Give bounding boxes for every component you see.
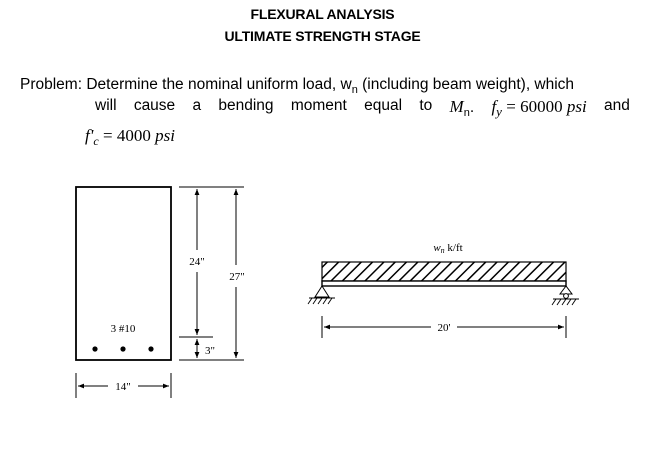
rebar-label: 3 #10 [110, 323, 136, 335]
total-depth-label: 27" [229, 271, 245, 283]
cover-label: 3" [205, 345, 215, 357]
effective-depth-label: 24" [189, 256, 205, 268]
rebar-dot [92, 346, 97, 351]
rebar-dot [120, 346, 125, 351]
fy-unit: psi [566, 97, 587, 116]
page-title: FLEXURAL ANALYSIS [250, 6, 395, 22]
page-subtitle: ULTIMATE STRENGTH STAGE [224, 28, 421, 44]
fy-value: = 60000 [506, 97, 563, 116]
roller-support-right [552, 286, 579, 305]
load-symbol: w [433, 242, 441, 254]
rebar-dot [148, 346, 153, 351]
load-subscript: n [440, 246, 445, 255]
fc-symbol: f' [85, 126, 94, 145]
problem-word: equal [364, 97, 403, 114]
problem-word-and: and [604, 97, 630, 114]
uniform-load-hatch [322, 262, 566, 281]
moment-subscript: n [463, 107, 470, 120]
fc-value: = 4000 [103, 126, 151, 145]
problem-word: cause [133, 97, 176, 114]
moment-M: M [449, 97, 464, 116]
problem-word: moment [290, 97, 347, 114]
pin-support-left [308, 286, 335, 304]
width-label: 14" [115, 381, 131, 393]
fy-symbol: f [491, 97, 497, 116]
problem-word: bending [218, 97, 274, 114]
problem-word: to [419, 97, 433, 114]
problem-text-start: Problem: Determine the nominal uniform load, w [20, 76, 352, 93]
load-unit: k/ft [444, 242, 463, 254]
problem-word: will [95, 97, 117, 114]
problem-text-end: (including beam weight), which [357, 76, 575, 93]
fc-unit: psi [155, 126, 175, 145]
fc-subscript: c [93, 134, 99, 149]
fy-subscript: y [496, 104, 502, 120]
problem-word: a [192, 97, 202, 114]
beam-elevation [322, 281, 566, 286]
load-label [433, 242, 462, 255]
span-label: 20' [437, 322, 451, 334]
problem-w-subscript: n [351, 84, 358, 97]
moment-dot: . [469, 99, 475, 116]
